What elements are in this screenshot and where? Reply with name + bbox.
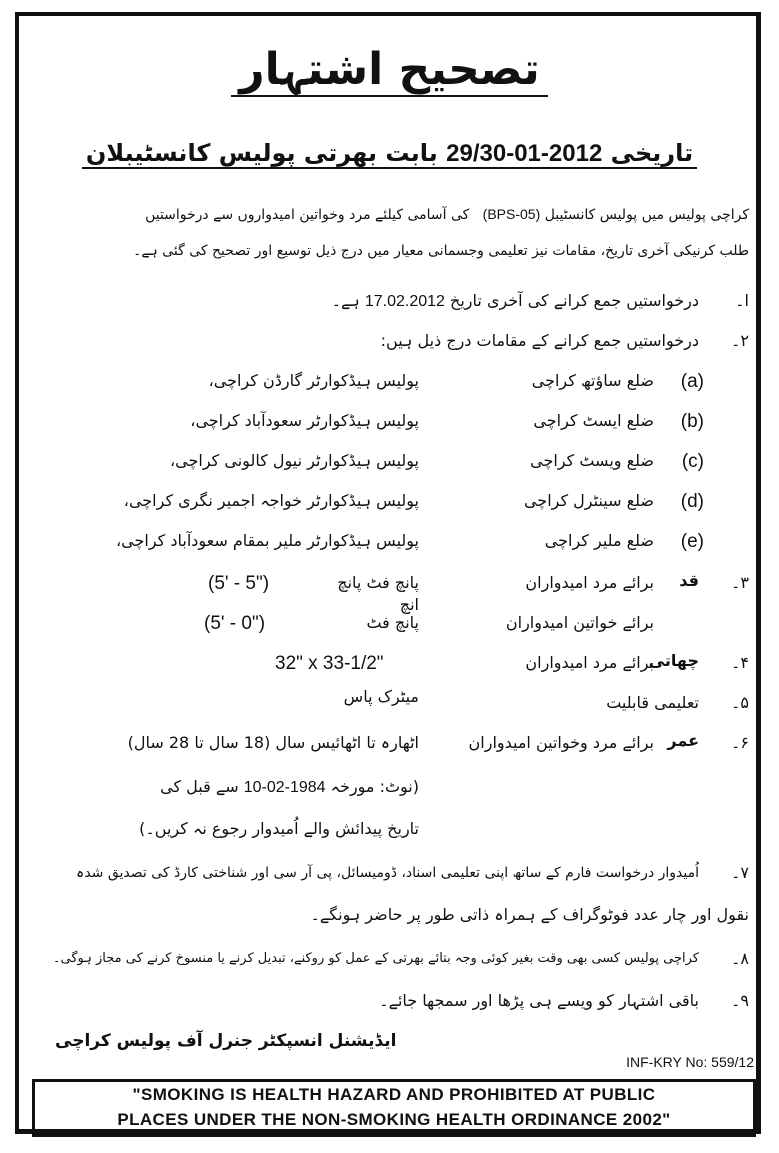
age-note-line-2: تاریخ پیدائش والے اُمیدوار رجوع نہ کریں۔) <box>139 819 419 838</box>
item-6-number: ۶۔ <box>731 733 749 752</box>
intro-text-a: کراچی پولیس میں پولیس کانسٹیبل <box>544 207 749 223</box>
item-4-number: ۴۔ <box>731 653 749 672</box>
age-note-a: (نوٹ: مورخہ <box>330 777 419 796</box>
location-letter: (a) <box>680 371 704 392</box>
location-letter: (b) <box>680 411 704 432</box>
height-male-label: برائے مرد امیدواران <box>525 573 654 592</box>
height-female-label: برائے خواتین امیدواران <box>505 613 654 632</box>
subtitle-text <box>82 139 697 169</box>
age-note-line-1 <box>30 776 419 799</box>
item-8-number: ۸۔ <box>731 949 749 968</box>
height-female-value: پانچ فٹ <box>366 613 419 632</box>
item-3-number: ۳۔ <box>731 573 749 592</box>
age-note-date: 10-02-1984 <box>243 779 326 796</box>
smoking-notice <box>32 1079 756 1137</box>
ad-title <box>0 40 779 100</box>
subtitle-suffix: بابت بھرتی پولیس کانسٹیبلان <box>85 139 438 167</box>
location-address: پولیس ہیڈکوارٹر خواجہ اجمیر نگری کراچی، <box>123 491 419 510</box>
item-7-line-1: اُمیدوار درخواست فارم کے ساتھ اپنی تعلیمی اسناد، ڈومیسائل، پی آر سی اور شناختی کارڈ کی تصدیق شدہ <box>76 865 699 881</box>
signature: ایڈیشنل انسپکٹر جنرل آف پولیس کراچی <box>55 1031 397 1051</box>
item-8-text: کراچی پولیس کسی بھی وقت بغیر کوئی وجہ بتائے بھرتی کے عمل کو روکنے، تبدیل کرنے یا منسوخ کرنے کی مجاز ہوگی۔ <box>52 951 699 966</box>
smoking-line-1: "SMOKING IS HEALTH HAZARD AND PROHIBITED AT PUBLIC <box>132 1085 656 1104</box>
item-7-number: ۷۔ <box>731 863 749 882</box>
location-district: ضلع ویسٹ کراچی <box>530 451 654 470</box>
age-note-b: سے قبل کی <box>160 777 239 796</box>
smoking-line-2: PLACES UNDER THE NON-SMOKING HEALTH ORDINANCE 2002" <box>117 1110 671 1129</box>
chest-sub-label: برائے مرد امیدواران <box>525 653 654 672</box>
location-district: ضلع ملیر کراچی <box>544 531 654 550</box>
intro-text-b: کی آسامی کیلئے مرد وخواتین امیدواروں سے درخواستیں <box>145 207 470 223</box>
item-1-text <box>30 290 699 313</box>
subtitle-date: 29/30-01-2012 <box>446 140 603 167</box>
location-district: ضلع ایسٹ کراچی <box>533 411 654 430</box>
item-2-text: درخواستیں جمع کرانے کے مقامات درج ذیل ہیں: <box>380 331 699 350</box>
pay-scale: (BPS-05) <box>482 206 541 222</box>
age-value: اٹھارہ تا اٹھائیس سال (18 سال تا 28 سال) <box>127 733 419 752</box>
height-male-value: پانچ فٹ پانچ انچ <box>337 573 419 614</box>
age-label: عمر <box>667 731 699 750</box>
subtitle-prefix: تاریخی <box>610 139 694 167</box>
location-address: پولیس ہیڈکوارٹر گارڈن کراچی، <box>208 371 419 390</box>
item-1-number: ا۔ <box>735 291 749 310</box>
location-letter: (e) <box>680 531 704 552</box>
height-male-measure: (5' - 5") <box>208 573 270 594</box>
location-address: پولیس ہیڈکوارٹر نیول کالونی کراچی، <box>170 451 419 470</box>
height-label: قد <box>679 571 699 590</box>
location-district: ضلع ساؤتھ کراچی <box>531 371 654 390</box>
intro-line-1 <box>30 205 749 225</box>
reference-number: INF-KRY No: 559/12 <box>626 1054 754 1070</box>
title-text: تصحیح اشتہار <box>231 44 548 97</box>
location-address: پولیس ہیڈکوارٹر ملیر بمقام سعودآباد کراچی، <box>116 531 419 550</box>
education-value: میٹرک پاس <box>343 687 419 706</box>
chest-label: چھاتی <box>648 651 699 670</box>
intro-line-2: طلب کرنیکی آخری تاریخ، مقامات نیز تعلیمی وجسمانی معیار میں درج ذیل توسیع اور تصحیح کی گئی ہے۔ <box>133 243 749 259</box>
item-2-number: ۲۔ <box>731 331 749 350</box>
location-address: پولیس ہیڈکوارٹر سعودآباد کراچی، <box>190 411 419 430</box>
location-letter: (c) <box>681 451 704 472</box>
ad-subtitle <box>20 135 759 172</box>
item-1-text-a: درخواستیں جمع کرانے کی آخری تاریخ <box>450 291 699 310</box>
age-sub-label: برائے مرد وخواتین امیدواران <box>468 733 654 752</box>
item-9-text: باقی اشتہار کو ویسے ہی پڑھا اور سمجھا جائے۔ <box>379 991 699 1010</box>
location-district: ضلع سینٹرل کراچی <box>523 491 654 510</box>
item-1-text-b: ہے۔ <box>331 291 360 310</box>
item-9-number: ۹۔ <box>731 991 749 1010</box>
item-7-line-2: نقول اور چار عدد فوٹوگراف کے ہمراہ ذاتی طور پر حاضر ہونگے۔ <box>310 905 749 924</box>
education-label: تعلیمی قابلیت <box>606 693 699 712</box>
chest-value: 32" x 33-1/2" <box>275 653 384 674</box>
height-female-measure: (5' - 0") <box>204 613 266 634</box>
item-5-number: ۵۔ <box>731 693 749 712</box>
last-date: 17.02.2012 <box>364 293 445 310</box>
location-letter: (d) <box>680 491 704 512</box>
